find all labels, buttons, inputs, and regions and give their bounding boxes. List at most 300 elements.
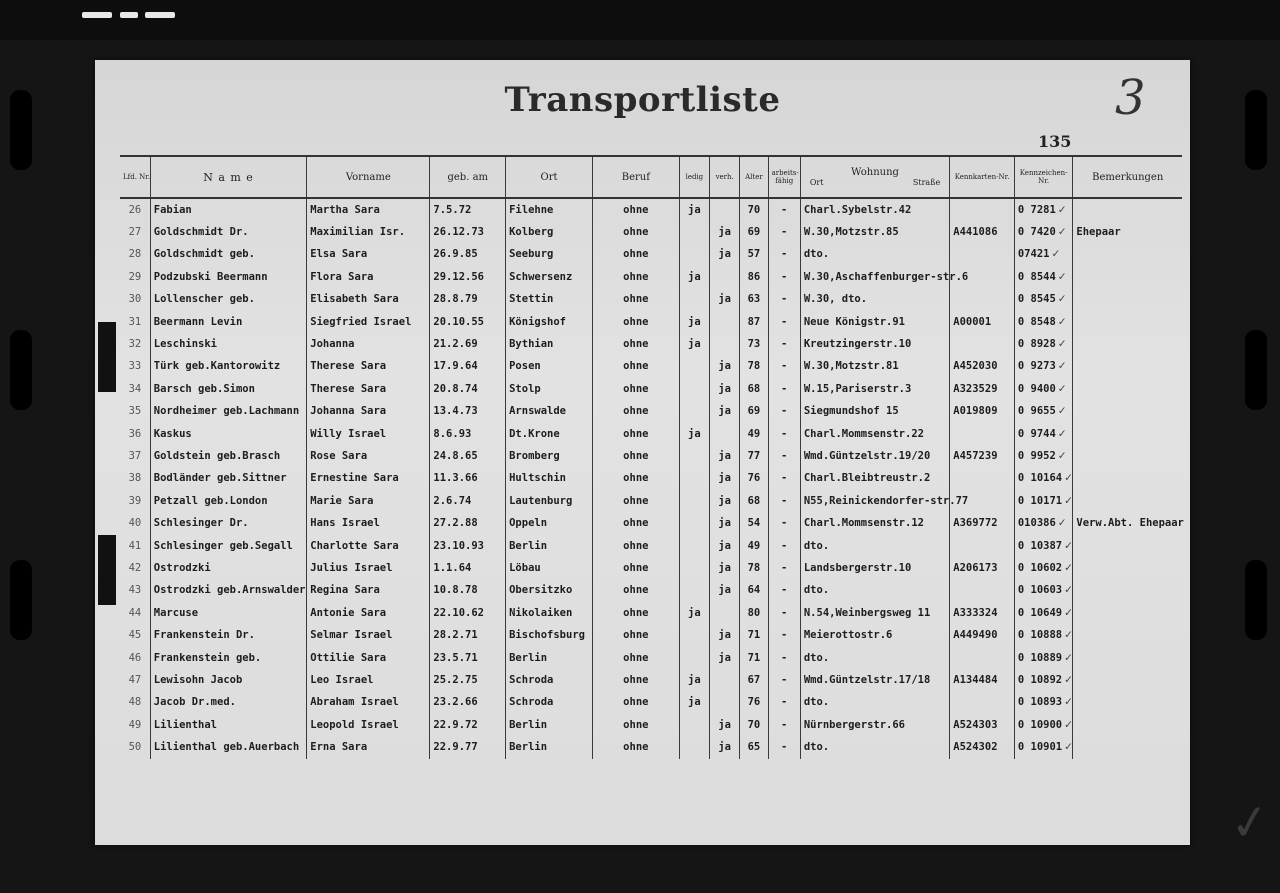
- row-ort: [506, 714, 593, 736]
- row-bemerkungen: [1073, 468, 1182, 490]
- row-name: [150, 557, 306, 579]
- check-mark-icon: ✓: [1057, 517, 1067, 530]
- row-geb-am: [430, 557, 506, 579]
- row-vorname: [307, 244, 430, 266]
- row-beruf: [592, 333, 679, 355]
- row-wohnung-value: W.30, dto.: [803, 293, 868, 306]
- row-kennzeichen-nr: [1014, 401, 1073, 423]
- row-vorname: [307, 311, 430, 333]
- col-geb-am: geb. am: [430, 156, 506, 198]
- row-wohnung-value: Neue Königstr.91: [803, 315, 906, 328]
- row-wohnung: [800, 512, 949, 534]
- row-kennzeichen-nr: [1014, 266, 1073, 288]
- row-kennzeichen-nr: [1014, 378, 1073, 400]
- row-kennzeichen-nr-value: 0 8544: [1017, 270, 1056, 283]
- row-kennzeichen-nr-value: 0 8928: [1017, 338, 1056, 351]
- row-wohnung-value: N55,Reinickendorfer-str.77: [803, 494, 969, 507]
- row-kennzeichen-nr: [1014, 714, 1073, 736]
- row-wohnung-value: Charl.Mommsenstr.12: [803, 517, 924, 530]
- row-alter-value: 49: [747, 427, 761, 440]
- row-beruf: [592, 535, 679, 557]
- row-arbeitsfaehig-value: -: [781, 718, 788, 731]
- row-ort-value: Kolberg: [509, 226, 554, 239]
- row-kennzeichen-nr: [1014, 468, 1073, 490]
- row-bemerkungen: [1073, 289, 1182, 311]
- row-vorname: [307, 445, 430, 467]
- row-arbeitsfaehig: [768, 557, 800, 579]
- film-sprocket: [10, 560, 32, 640]
- row-ort-value: Berlin: [509, 718, 548, 731]
- table-row: [120, 378, 1182, 400]
- row-geb-am-value: 22.9.72: [433, 718, 478, 731]
- row-alter: [740, 624, 768, 646]
- row-kennzeichen-nr: [1014, 535, 1073, 557]
- row-nr: [120, 356, 150, 378]
- row-vorname-value: Johanna Sara: [310, 405, 387, 418]
- table-row: [120, 244, 1182, 266]
- document-title: Transportliste: [504, 80, 781, 120]
- row-vorname: [307, 647, 430, 669]
- row-geb-am: [430, 624, 506, 646]
- row-bemerkungen: [1073, 333, 1182, 355]
- table-row: [120, 445, 1182, 467]
- col-vorname: Vorname: [307, 156, 430, 198]
- row-arbeitsfaehig-value: -: [781, 226, 788, 239]
- row-name: [150, 624, 306, 646]
- row-vorname: [307, 692, 430, 714]
- row-beruf-value: ohne: [623, 651, 649, 664]
- check-mark-icon: ✓: [1057, 382, 1067, 395]
- row-ledig-value: ja: [688, 696, 701, 709]
- row-kennzeichen-nr-value: 0 9655: [1017, 405, 1056, 418]
- row-alter-value: 78: [747, 561, 761, 574]
- row-vorname: [307, 624, 430, 646]
- row-verh: [710, 468, 740, 490]
- row-nr-value: 29: [128, 270, 142, 283]
- row-beruf: [592, 378, 679, 400]
- row-kennzeichen-nr-value: 0 10893: [1017, 696, 1063, 709]
- row-alter-value: 77: [747, 449, 761, 462]
- row-beruf-value: ohne: [623, 517, 649, 530]
- col-wohnung-strasse: Straße: [912, 178, 941, 187]
- row-name-value: Türk geb.Kantorowitz: [153, 360, 281, 373]
- row-kennkarten-nr: [950, 602, 1015, 624]
- row-wohnung: [800, 289, 949, 311]
- table-row: [120, 714, 1182, 736]
- row-vorname: [307, 266, 430, 288]
- row-geb-am: [430, 647, 506, 669]
- row-alter: [740, 669, 768, 691]
- row-kennkarten-nr-value: A206173: [953, 561, 998, 574]
- row-nr-value: 33: [128, 360, 142, 373]
- row-ledig: [679, 423, 709, 445]
- row-ledig: [679, 580, 709, 602]
- row-ledig-value: ja: [688, 673, 701, 686]
- row-beruf: [592, 266, 679, 288]
- row-verh: [710, 198, 740, 221]
- row-geb-am: [430, 266, 506, 288]
- row-kennzeichen-nr-value: 0 9273: [1017, 360, 1056, 373]
- row-vorname: [307, 401, 430, 423]
- row-arbeitsfaehig-value: -: [781, 651, 788, 664]
- row-geb-am: [430, 356, 506, 378]
- row-beruf-value: ohne: [623, 494, 649, 507]
- row-geb-am-value: 22.9.77: [433, 741, 478, 754]
- film-mark: [120, 12, 138, 18]
- row-arbeitsfaehig-value: -: [781, 203, 788, 216]
- row-geb-am-value: 23.10.93: [433, 539, 484, 552]
- row-nr-value: 27: [128, 226, 142, 239]
- table-row: [120, 221, 1182, 243]
- row-wohnung: [800, 490, 969, 512]
- row-kennkarten-nr: [950, 624, 1015, 646]
- row-geb-am-value: 20.8.74: [433, 382, 478, 395]
- row-bemerkungen: [1073, 602, 1182, 624]
- row-bemerkungen: [1073, 647, 1182, 669]
- check-mark-icon: ✓: [1064, 561, 1073, 574]
- row-kennzeichen-nr-value: 010386: [1017, 517, 1056, 530]
- row-nr-value: 42: [128, 561, 142, 574]
- row-kennzeichen-nr-value: 0 10892: [1017, 673, 1063, 686]
- row-bemerkungen: [1073, 669, 1182, 691]
- row-wohnung-value: Wmd.Güntzelstr.17/18: [803, 673, 931, 686]
- row-nr-value: 30: [128, 293, 142, 306]
- row-arbeitsfaehig: [768, 669, 800, 691]
- row-name: [150, 423, 306, 445]
- row-ort: [506, 647, 593, 669]
- row-nr-value: 47: [128, 673, 142, 686]
- table-row: [120, 602, 1182, 624]
- row-kennzeichen-nr-value: 0 10603: [1017, 584, 1063, 597]
- row-arbeitsfaehig-value: -: [781, 494, 788, 507]
- row-nr: [120, 244, 150, 266]
- row-kennzeichen-nr: [1014, 669, 1073, 691]
- row-arbeitsfaehig: [768, 266, 800, 288]
- film-sprocket: [10, 90, 32, 170]
- row-wohnung: [800, 221, 949, 243]
- row-vorname-value: Erna Sara: [310, 741, 368, 754]
- row-beruf-value: ohne: [623, 449, 649, 462]
- row-beruf-value: ohne: [623, 696, 649, 709]
- row-kennkarten-nr-value: A134484: [953, 673, 998, 686]
- row-ledig: [679, 356, 709, 378]
- row-wohnung: [800, 736, 949, 758]
- row-beruf: [592, 244, 679, 266]
- row-geb-am-value: 26.9.85: [433, 248, 478, 261]
- row-ort: [506, 736, 593, 758]
- row-ort-value: Oppeln: [509, 517, 548, 530]
- row-bemerkungen: [1073, 714, 1182, 736]
- row-alter: [740, 198, 768, 221]
- row-kennkarten-nr: [950, 692, 1015, 714]
- transport-table: [120, 155, 1182, 759]
- row-ledig: [679, 445, 709, 467]
- row-nr-value: 48: [128, 696, 142, 709]
- row-kennzeichen-nr-value: 0 8548: [1017, 315, 1056, 328]
- row-arbeitsfaehig: [768, 401, 800, 423]
- row-alter-value: 73: [747, 338, 761, 351]
- row-arbeitsfaehig: [768, 535, 800, 557]
- row-beruf: [592, 468, 679, 490]
- row-kennkarten-nr: [950, 423, 1015, 445]
- table-row: [120, 647, 1182, 669]
- row-bemerkungen-value: Verw.Abt. Ehepaar: [1076, 517, 1184, 530]
- row-name: [150, 221, 306, 243]
- row-alter-value: 68: [747, 382, 761, 395]
- row-bemerkungen: [1073, 736, 1182, 758]
- row-verh-value: ja: [718, 293, 731, 306]
- row-arbeitsfaehig-value: -: [781, 360, 788, 373]
- row-arbeitsfaehig-value: -: [781, 741, 788, 754]
- col-name: N a m e: [150, 156, 306, 198]
- row-arbeitsfaehig: [768, 378, 800, 400]
- row-alter-value: 80: [747, 606, 761, 619]
- row-geb-am: [430, 714, 506, 736]
- row-kennkarten-nr: [950, 198, 1015, 221]
- table-row: [120, 624, 1182, 646]
- check-mark-icon: ✓: [1051, 248, 1061, 261]
- row-vorname-value: Siegfried Israel: [310, 315, 412, 328]
- row-verh: [710, 736, 740, 758]
- film-sprocket: [1245, 330, 1267, 410]
- row-ort: [506, 580, 593, 602]
- row-wohnung-value: Siegmundshof 15: [803, 405, 899, 418]
- row-nr: [120, 378, 150, 400]
- row-kennkarten-nr-value: A457239: [953, 449, 998, 462]
- row-bemerkungen: [1073, 535, 1182, 557]
- row-arbeitsfaehig-value: -: [781, 405, 788, 418]
- row-beruf: [592, 580, 679, 602]
- row-name: [150, 580, 306, 602]
- row-vorname-value: Martha Sara: [310, 203, 380, 216]
- row-name: [150, 490, 306, 512]
- row-verh: [710, 692, 740, 714]
- row-name: [150, 535, 306, 557]
- row-ort-value: Bythian: [509, 338, 554, 351]
- row-vorname: [307, 669, 430, 691]
- row-arbeitsfaehig: [768, 311, 800, 333]
- row-verh: [710, 512, 740, 534]
- row-wohnung: [800, 714, 949, 736]
- row-geb-am: [430, 333, 506, 355]
- row-arbeitsfaehig-value: -: [781, 606, 788, 619]
- col-wohnung-label: Wohnung: [851, 167, 899, 178]
- row-nr: [120, 714, 150, 736]
- row-wohnung-value: dto.: [803, 651, 830, 664]
- row-kennzeichen-nr-value: 07421: [1017, 248, 1050, 261]
- row-beruf: [592, 445, 679, 467]
- row-wohnung: [800, 692, 949, 714]
- row-beruf: [592, 714, 679, 736]
- row-ledig-value: ja: [688, 270, 701, 283]
- row-alter-value: 76: [747, 696, 761, 709]
- row-arbeitsfaehig-value: -: [781, 584, 788, 597]
- row-verh-value: ja: [718, 517, 731, 530]
- row-ort: [506, 289, 593, 311]
- row-name-value: Lilienthal: [153, 718, 217, 731]
- row-ledig: [679, 512, 709, 534]
- row-vorname-value: Ottilie Sara: [310, 651, 387, 664]
- row-name-value: Frankenstein geb.: [153, 651, 262, 664]
- row-bemerkungen: [1073, 512, 1182, 534]
- row-wohnung-value: dto.: [803, 696, 830, 709]
- row-bemerkungen: [1073, 580, 1182, 602]
- row-nr-value: 26: [128, 203, 142, 216]
- row-wohnung: [800, 468, 949, 490]
- row-ort-value: Berlin: [509, 651, 548, 664]
- row-verh: [710, 580, 740, 602]
- row-kennzeichen-nr: [1014, 221, 1073, 243]
- row-kennzeichen-nr-value: 0 10901: [1017, 741, 1063, 754]
- row-beruf: [592, 669, 679, 691]
- row-vorname-value: Abraham Israel: [310, 696, 399, 709]
- row-nr-value: 40: [128, 517, 142, 530]
- row-beruf: [592, 557, 679, 579]
- row-ledig: [679, 602, 709, 624]
- row-ort-value: Schroda: [509, 673, 554, 686]
- row-kennzeichen-nr-value: 0 10171: [1017, 494, 1063, 507]
- row-ort-value: Bischofsburg: [509, 629, 585, 642]
- row-kennkarten-nr: [950, 244, 1015, 266]
- row-ledig-value: ja: [688, 606, 701, 619]
- row-arbeitsfaehig: [768, 714, 800, 736]
- row-geb-am: [430, 445, 506, 467]
- row-name-value: Marcuse: [153, 606, 199, 619]
- row-ort: [506, 244, 593, 266]
- row-name: [150, 356, 306, 378]
- row-name-value: Fabian: [153, 203, 192, 216]
- col-kennkarten-nr: Kennkarten-Nr.: [950, 156, 1015, 198]
- row-beruf-value: ohne: [623, 315, 649, 328]
- row-wohnung-value: W.30,Motzstr.85: [803, 226, 899, 239]
- row-ledig: [679, 468, 709, 490]
- row-ort-value: Obersitzko: [509, 584, 573, 597]
- row-alter: [740, 736, 768, 758]
- row-name-value: Leschinski: [153, 338, 217, 351]
- row-beruf: [592, 490, 679, 512]
- col-kennzeichen-nr: Kennzeichen-Nr.: [1014, 156, 1073, 198]
- row-arbeitsfaehig: [768, 221, 800, 243]
- col-arbeitsfaehig: arbeits-fähig: [768, 156, 800, 198]
- row-geb-am-value: 1.1.64: [433, 561, 472, 574]
- row-name: [150, 736, 306, 758]
- film-sprocket: [1245, 560, 1267, 640]
- row-nr: [120, 311, 150, 333]
- row-verh-value: ja: [718, 449, 731, 462]
- row-nr-value: 34: [128, 382, 142, 395]
- row-beruf-value: ohne: [623, 360, 649, 373]
- row-kennkarten-nr-value: A019809: [953, 405, 998, 418]
- row-verh-value: ja: [718, 494, 731, 507]
- row-nr-value: 49: [128, 718, 142, 731]
- check-mark-icon: ✓: [1057, 427, 1067, 440]
- row-arbeitsfaehig-value: -: [781, 248, 788, 261]
- row-kennkarten-nr-value: A333324: [953, 606, 998, 619]
- col-wohnung-sub: [804, 178, 946, 187]
- row-geb-am-value: 8.6.93: [433, 427, 472, 440]
- row-kennkarten-nr: [950, 580, 1015, 602]
- row-kennkarten-nr: [950, 445, 1015, 467]
- row-verh: [710, 423, 740, 445]
- row-nr-value: 28: [128, 248, 142, 261]
- check-mark-icon: ✓: [1057, 293, 1067, 306]
- row-name-value: Ostrodzki: [153, 561, 211, 574]
- row-name-value: Barsch geb.Simon: [153, 382, 255, 395]
- row-geb-am: [430, 602, 506, 624]
- row-alter: [740, 468, 768, 490]
- row-vorname: [307, 535, 430, 557]
- row-ort: [506, 669, 593, 691]
- row-alter-value: 67: [747, 673, 761, 686]
- row-nr-value: 38: [128, 472, 142, 485]
- film-mark: [145, 12, 175, 18]
- row-beruf: [592, 624, 679, 646]
- row-kennkarten-nr: [950, 356, 1015, 378]
- row-kennkarten-nr: [950, 333, 1015, 355]
- row-alter-value: 65: [747, 741, 761, 754]
- row-kennkarten-nr: [950, 378, 1015, 400]
- row-verh-value: ja: [718, 718, 731, 731]
- row-geb-am-value: 27.2.88: [433, 517, 478, 530]
- row-bemerkungen: [1073, 378, 1182, 400]
- row-alter-value: 70: [747, 718, 761, 731]
- row-vorname-value: Leopold Israel: [310, 718, 399, 731]
- row-name: [150, 468, 306, 490]
- row-ort: [506, 557, 593, 579]
- row-verh-value: ja: [718, 629, 731, 642]
- row-verh: [710, 557, 740, 579]
- row-kennzeichen-nr: [1014, 736, 1073, 758]
- row-alter: [740, 445, 768, 467]
- table-row: [120, 198, 1182, 221]
- row-geb-am-value: 22.10.62: [433, 606, 484, 619]
- row-ledig: [679, 647, 709, 669]
- row-beruf: [592, 512, 679, 534]
- row-geb-am: [430, 311, 506, 333]
- row-verh: [710, 221, 740, 243]
- row-ort-value: Arnswalde: [509, 405, 567, 418]
- row-kennzeichen-nr: [1014, 333, 1073, 355]
- row-name: [150, 266, 306, 288]
- film-strip-top: [0, 0, 1280, 40]
- row-name-value: Goldschmidt geb.: [153, 248, 255, 261]
- row-geb-am: [430, 289, 506, 311]
- row-alter: [740, 266, 768, 288]
- row-beruf-value: ohne: [623, 629, 649, 642]
- row-ledig: [679, 557, 709, 579]
- row-wohnung-value: W.15,Pariserstr.3: [803, 382, 912, 395]
- row-alter-value: 64: [747, 584, 761, 597]
- row-verh-value: ja: [718, 651, 731, 664]
- row-kennzeichen-nr-value: 0 10649: [1017, 606, 1063, 619]
- row-vorname: [307, 512, 430, 534]
- row-alter: [740, 557, 768, 579]
- row-wohnung-value: dto.: [803, 248, 830, 261]
- row-ort: [506, 311, 593, 333]
- row-nr-value: 35: [128, 405, 142, 418]
- col-ledig: ledig: [679, 156, 709, 198]
- col-beruf: Beruf: [592, 156, 679, 198]
- film-tab-marker: [98, 535, 116, 605]
- row-nr: [120, 669, 150, 691]
- row-vorname: [307, 378, 430, 400]
- row-vorname: [307, 557, 430, 579]
- row-name-value: Schlesinger geb.Segall: [153, 539, 293, 552]
- row-nr: [120, 401, 150, 423]
- row-beruf-value: ohne: [623, 584, 649, 597]
- row-ledig: [679, 221, 709, 243]
- row-vorname: [307, 714, 430, 736]
